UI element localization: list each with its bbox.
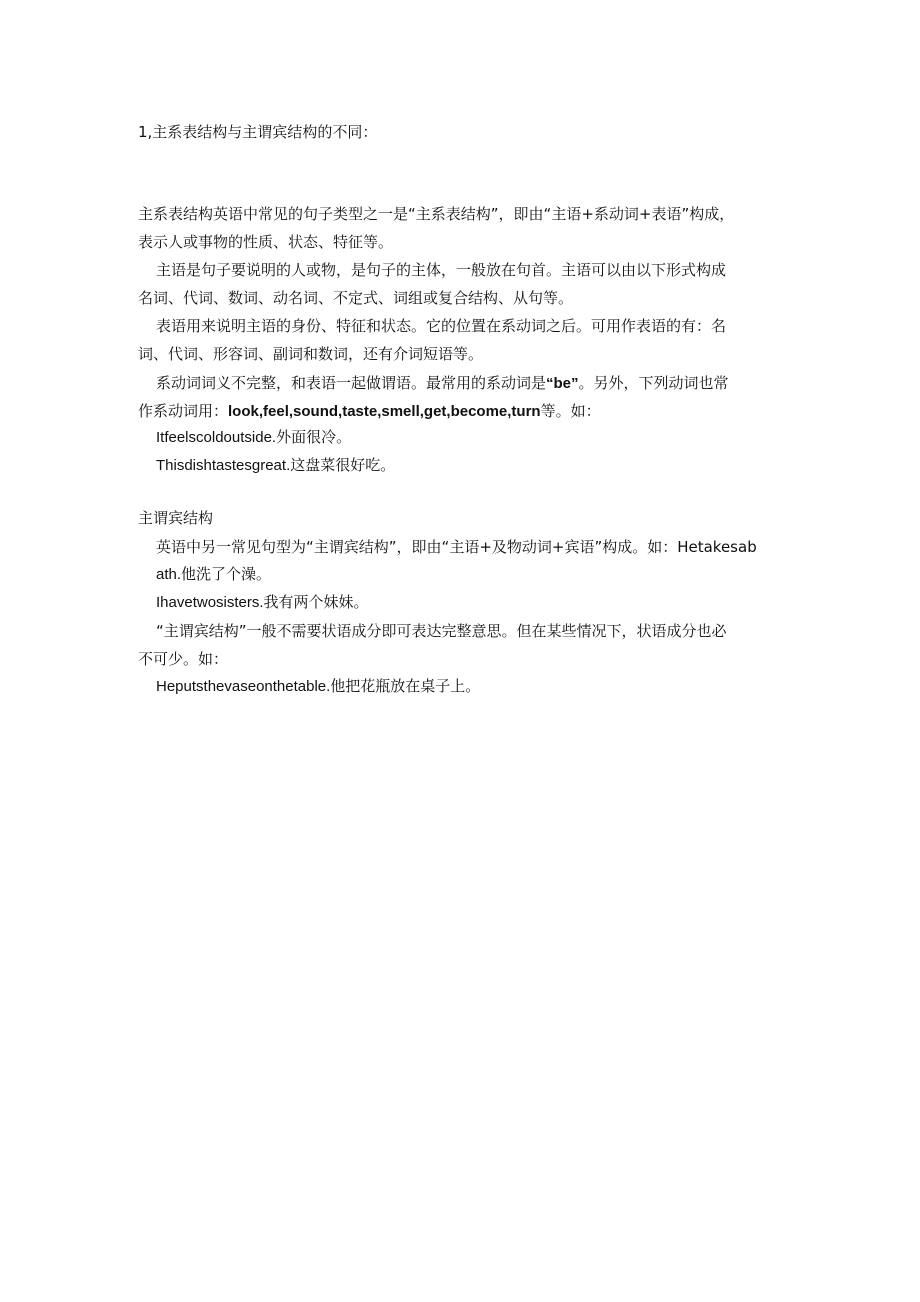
s1-paragraph-1-line-2: 表示人或事物的性质、状态、特征等。 xyxy=(138,233,394,251)
s2-paragraph-1-line-2: ath.他洗了个澡。 xyxy=(156,566,272,583)
s2-example-1: Ihavetwosisters.我有两个妹妹。 xyxy=(156,594,369,611)
s1-paragraph-2-line-2: 名词、代词、数词、动名词、不定式、词组或复合结构、从句等。 xyxy=(138,289,574,307)
s2-paragraph-2-line-2: 不可少。如： xyxy=(138,650,229,668)
p4-text-a: 系动词词义不完整，和表语一起做谓语。最常用的系动词是 xyxy=(156,374,547,392)
s1-paragraph-3-line-1: 表语用来说明主语的身份、特征和状态。它的位置在系动词之后。可用作表语的有：名 xyxy=(156,317,727,335)
heading: 1,主系表结构与主谓宾结构的不同： xyxy=(138,123,378,141)
p4-be-bold: “be” xyxy=(546,375,579,392)
s1-paragraph-4-line-1 xyxy=(156,373,788,394)
s1-paragraph-2-line-1: 主语是句子要说明的人或物，是句子的主体，一般放在句首。主语可以由以下形式构成 xyxy=(156,261,727,279)
s1-paragraph-3-line-2: 词、代词、形容词、副词和数词，还有介词短语等。 xyxy=(138,345,484,363)
p4-line2-text-a: 作系动词用： xyxy=(138,402,229,420)
s2-paragraph-2-line-1: “主谓宾结构”一般不需要状语成分即可表达完整意思。但在某些情况下，状语成分也必 xyxy=(156,622,727,640)
s1-example-2: Thisdishtastesgreat.这盘菜很好吃。 xyxy=(156,457,396,474)
s2-example-2: Heputsthevaseonthetable.他把花瓶放在桌子上。 xyxy=(156,678,481,695)
s1-example-1: Itfeelscoldoutside.外面很冷。 xyxy=(156,429,352,446)
s1-paragraph-4-line-2 xyxy=(138,401,788,422)
s2-paragraph-1-line-1: 英语中另一常见句型为“主谓宾结构”，即由“主语+及物动词+宾语”构成。如：Hetakesab xyxy=(156,538,757,556)
p4-verbs-bold: look,feel,sound,taste,smell,get,become,turn xyxy=(228,403,541,420)
p4-line2-text-c: 等。如： xyxy=(540,402,601,420)
s1-paragraph-1-line-1: 主系表结构英语中常见的句子类型之一是“主系表结构”，即由“主语+系动词+表语”构成， xyxy=(138,205,735,223)
p4-text-c: 。另外，下列动词也常 xyxy=(578,374,729,392)
s2-title: 主谓宾结构 xyxy=(138,509,214,527)
